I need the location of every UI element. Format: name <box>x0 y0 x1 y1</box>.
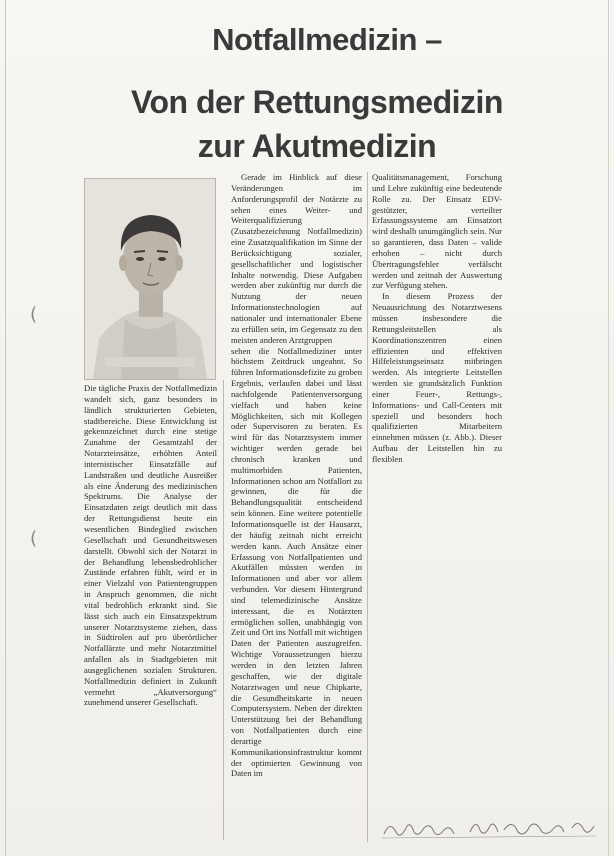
article-column-3 <box>372 172 502 472</box>
column-2-paragraph-1: Gerade im Hinblick auf diese Veränderungen im Anforderungsprofil der Notärzte zu sehen eines Weiter- und Weiterqualifizierung (Zusatzbezeichnung Notfallmedizin) eine Zusatzqualifikation im Sinne der Berücksichtigung sozialer, gesellschaftlicher und logistischer Inhalte notwendig. Diese Aufgaben werden aber zukünftig nur durch die Nutzung der neuen Informationstechnologien auf nationaler und internationaler Ebene zu erfüllen sein, im Gegensatz zu den meisten anderen Arztgruppen <box>231 172 362 345</box>
punch-hole-mark-top: ( <box>30 304 38 325</box>
author-portrait-photo <box>84 178 216 380</box>
page-edge-left <box>5 0 6 856</box>
page-edge-right <box>608 0 609 856</box>
article-column-2 <box>231 172 362 842</box>
headline-line-1: Notfallmedizin – <box>212 22 442 57</box>
column-1-paragraph: Die tägliche Praxis der Notfallmedizin wandelt sich, ganz besonders in ländlich strukturierten Gebieten, stadtbereiche. Diese Entwicklung ist gekennzeichnet durch eine stetige Zunahme der Gesamtzahl der Notarzteinsätze, erhöhten Anteil internistischer Einsatzfälle auf Landstraßen und deutliche Ausreißer als eine Änderung des medizinischen Spektrums. Die Analyse der Einsatzdaten zeigt deutlich mit dass der Rettungsdienst heute ein wesentlichen Bindeglied zwischen Gesellschaft und Gesundheitswesen darstellt. Obwohl sich der Notarzt in der Behandlung lebensbedrohlicher Zustände erfahren fühlt, wird er in einer Vielzahl von Patientengruppen in Anspruch genommen, die nicht vital bedrohlich erkrankt sind. Sie lässt sich auch ein Einsatzspektrum unserer Notarztsysteme ziehen, dass in Südtirolen auf pro überörtlicher Notfallärzte und mehr Notarztmittel anfallen als in Stadtgebieten mit ausgeglichenen sozialen Strukturen. Notfallmedizin definiert in Zukunft vermehrt „Akutversorgung“ zunehmend unserer Gesellschaft. <box>84 383 217 708</box>
handwritten-signature <box>380 806 600 846</box>
column-3-paragraph-1: Qualitätsmanagement, Forschung und Lehre zukünftig eine bedeutende Rolle zu. Der Einsatz EDV-gestützter, verteilter Erfassungssysteme am Einsatzort wird deshalb unumgänglich sein. Nur so garantieren, dass Daten – valide erhoben – nicht durch Übertragungsfehler verfälscht werden und zeitnah der Auswertung zur Verfügung stehen. <box>372 172 502 291</box>
column-2-paragraph-2: sehen die Notfallmediziner unter höchstem Zeitdruck ungeahnt. So führen Informationsdefizite zu groben Ergebnis, verlaufen dabei und lässt nachfolgende Patientenversorgung vielfach und haben keine Möglichkeiten, sich mit Kollegen oder Supervisoren zu beraten. Es wird für das Notarztsystem immer wichtiger werden gerade bei chronisch kranken und multimorbiden Patienten, Informationen schon am Notfallort zu gewinnen, die für die Behandlungsqualität entscheidend sein können. Eine weitere potentielle Informationsquelle ist der Hausarzt, der häufig zeitnah nicht erreicht werden kann. Auch Ansätze einer Erfassung von Notfallpatienten und Akutfällen müssten werden in Informationen und aber vor allem verbunden. Vor diesem Hintergrund sind telemedizinische Ansätze interessant, die es Notärzten ermöglichen sollen, unabhängig von Zeit und Ort ins Notfall mit wichtigen Daten der Patienten auszugreifen. Wichtige Voraussetzungen hierzu werden in den letzten Jahren geschaffen, wie der digitale Notarztwagen und neue Chipkarte, die Gesundheitskarte in neuen Computersystem. Neben der direkten Unterstützung bei der Behandlung von Notfallpatienten durch eine derartige Kommunikationsinfrastruktur kommt der optimierten Gewinnung von Daten im <box>231 345 362 779</box>
column-rule-2 <box>367 172 368 842</box>
column-3-paragraph-2: In diesem Prozess der Neuausrichtung des Notarztwesens müssen insbesondere die Rettungsleitstellen als Koordinationszentren einen effizienten und effektiven Hilfeleistungseinsatz mitbringen werden. Als integrierte Leitstellen werden sie grundsätzlich Funktion einer Feuer-, Rettungs-, Informations- und Call-Centers mit speziell und besonders hoch qualifizierten Mitarbeitern einnehmen müssen (z. Abb.). Dieser Aufbau der Leitstellen hin zu flexiblen <box>372 291 502 464</box>
headline-line-3: zur Akutmedizin <box>197 128 437 164</box>
punch-hole-mark-bottom: ( <box>30 528 38 549</box>
article-column-1 <box>84 383 217 843</box>
headline-line-2: Von der Rettungsmedizin <box>131 84 503 120</box>
column-rule-1 <box>223 380 224 840</box>
